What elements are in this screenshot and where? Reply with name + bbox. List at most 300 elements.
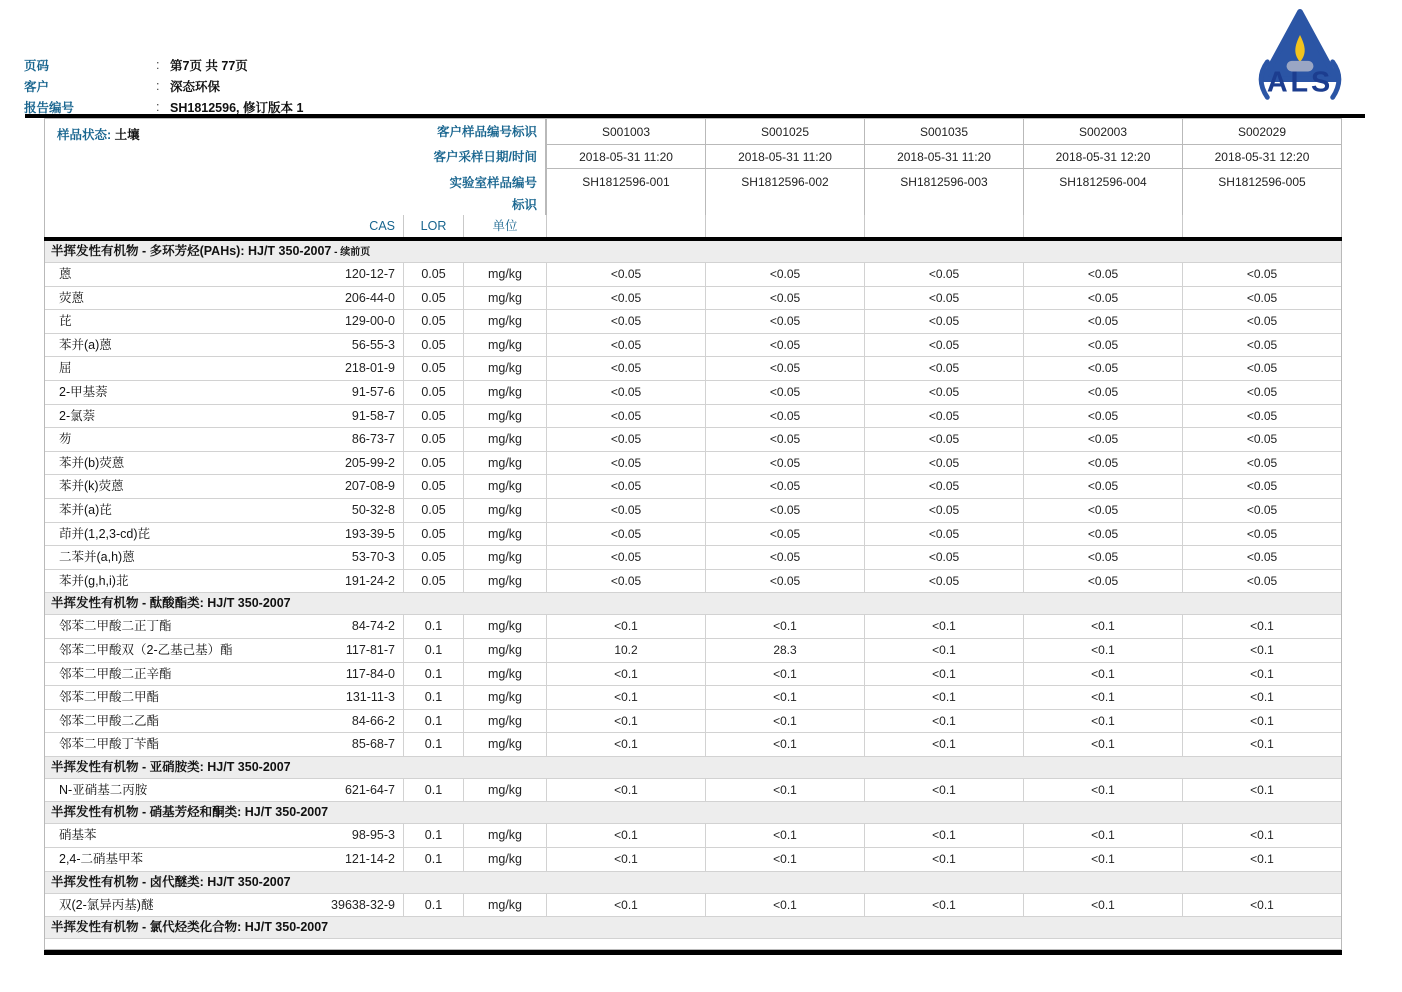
- result-value: <0.1: [864, 733, 1023, 757]
- header-left-panel: [45, 119, 546, 215]
- cas-number: 84-66-2: [351, 713, 395, 728]
- unit-value: mg/kg: [463, 615, 546, 639]
- compound-name: 苯并(g,h,i)苝: [59, 573, 129, 588]
- result-value: <0.05: [546, 334, 705, 358]
- result-value: 28.3: [705, 639, 864, 663]
- compound-name: 双(2-氯异丙基)醚: [59, 897, 154, 912]
- result-value: <0.05: [1182, 357, 1341, 381]
- compound-name: 硝基苯: [59, 828, 97, 843]
- client-label: 客户: [24, 79, 50, 94]
- compound-cell: [45, 405, 403, 429]
- report-meta: [24, 54, 303, 117]
- section-header: [45, 241, 1341, 263]
- sample-id: S001035: [865, 119, 1023, 145]
- cas-number: 117-84-0: [345, 666, 395, 681]
- result-value: <0.05: [705, 475, 864, 499]
- result-value: <0.1: [546, 848, 705, 872]
- result-row: [45, 824, 1341, 848]
- result-value: <0.1: [1023, 824, 1182, 848]
- compound-name: 蒽: [59, 267, 72, 281]
- compound-cell: [45, 779, 403, 803]
- compound-cell: [45, 663, 403, 687]
- result-value: <0.1: [1023, 639, 1182, 663]
- compound-cell: [45, 381, 403, 405]
- result-value: <0.1: [864, 824, 1023, 848]
- result-row: [45, 546, 1341, 570]
- lor-value: 0.05: [403, 428, 463, 452]
- result-value: <0.05: [546, 381, 705, 405]
- result-value: <0.1: [864, 615, 1023, 639]
- result-value: <0.1: [1023, 686, 1182, 710]
- lor-value: 0.05: [403, 381, 463, 405]
- result-value: <0.05: [705, 287, 864, 311]
- result-value: <0.1: [546, 710, 705, 734]
- result-value: <0.05: [1023, 452, 1182, 476]
- meta-row-page: [24, 54, 303, 75]
- lab-sample-id: SH1812596-005: [1218, 175, 1306, 189]
- result-value: <0.1: [705, 615, 864, 639]
- result-value: <0.05: [705, 381, 864, 405]
- compound-name: 苯并(k)荧蒽: [59, 479, 124, 494]
- lor-value: 0.05: [403, 452, 463, 476]
- unit-value: mg/kg: [463, 452, 546, 476]
- compound-cell: [45, 334, 403, 358]
- unit-value: mg/kg: [463, 428, 546, 452]
- compound-name: 苯并(a)芘: [59, 502, 112, 517]
- result-row: [45, 334, 1341, 358]
- client-value: 深态环保: [170, 79, 221, 94]
- result-value: <0.05: [705, 357, 864, 381]
- result-value: <0.05: [864, 475, 1023, 499]
- lor-value: 0.1: [403, 824, 463, 848]
- compound-cell: [45, 428, 403, 452]
- result-row: [45, 452, 1341, 476]
- result-value: <0.1: [705, 779, 864, 803]
- compound-name: 芘: [59, 314, 72, 329]
- result-value: <0.05: [705, 428, 864, 452]
- compound-cell: [45, 615, 403, 639]
- result-value: <0.05: [1182, 381, 1341, 405]
- cas-number: 50-32-8: [351, 502, 395, 517]
- lor-value: 0.05: [403, 334, 463, 358]
- result-value: <0.05: [1023, 499, 1182, 523]
- lor-value: 0.1: [403, 615, 463, 639]
- result-value: <0.1: [1023, 615, 1182, 639]
- section-title: 半挥发性有机物 - 硝基芳烃和酮类: HJ/T 350-2007: [51, 805, 329, 820]
- compound-cell: [45, 894, 403, 918]
- cas-number: 207-08-9: [344, 479, 395, 494]
- result-value: <0.05: [1182, 405, 1341, 429]
- compound-cell: [45, 263, 403, 287]
- result-value: <0.05: [864, 499, 1023, 523]
- result-value: <0.05: [1182, 475, 1341, 499]
- result-value: <0.05: [1023, 357, 1182, 381]
- result-value: <0.05: [705, 263, 864, 287]
- result-value: <0.1: [546, 733, 705, 757]
- cas-number: 91-57-6: [351, 384, 395, 399]
- unit-column-header: 单位: [463, 215, 546, 237]
- unit-value: mg/kg: [463, 663, 546, 687]
- meta-row-client: [24, 75, 303, 96]
- result-value: 10.2: [546, 639, 705, 663]
- result-value: <0.1: [864, 848, 1023, 872]
- results-body: [44, 241, 1342, 950]
- als-logo-text: ALS: [1266, 66, 1334, 99]
- result-value: <0.1: [864, 710, 1023, 734]
- lor-value: 0.1: [403, 710, 463, 734]
- result-value: <0.05: [1023, 381, 1182, 405]
- result-value: <0.1: [1182, 686, 1341, 710]
- result-value: <0.05: [864, 428, 1023, 452]
- result-value: <0.05: [546, 499, 705, 523]
- section-header: [45, 757, 1341, 779]
- section-title: 半挥发性有机物 - 氯代烃类化合物: HJ/T 350-2007: [51, 920, 329, 935]
- lor-value: 0.05: [403, 357, 463, 381]
- compound-cell: [45, 523, 403, 547]
- result-value: <0.05: [546, 546, 705, 570]
- lor-value: 0.1: [403, 733, 463, 757]
- unit-value: mg/kg: [463, 334, 546, 358]
- result-row: [45, 405, 1341, 429]
- result-value: <0.05: [864, 405, 1023, 429]
- result-value: <0.1: [1182, 710, 1341, 734]
- compound-cell: [45, 686, 403, 710]
- compound-name: 邻苯二甲酸二正丁酯: [59, 619, 172, 634]
- compound-cell: [45, 357, 403, 381]
- result-value: <0.1: [705, 663, 864, 687]
- result-value: <0.05: [1182, 263, 1341, 287]
- cas-number: 206-44-0: [344, 290, 395, 305]
- compound-cell: [45, 475, 403, 499]
- sampling-datetime: 2018-05-31 12:20: [1183, 145, 1341, 169]
- result-value: <0.1: [546, 779, 705, 803]
- sample-status-label: 样品状态:: [57, 128, 112, 142]
- sampling-datetime: 2018-05-31 11:20: [865, 145, 1023, 169]
- lab-sample-id: SH1812596-004: [1059, 175, 1147, 189]
- result-row: [45, 381, 1341, 405]
- compound-name: 荧蒽: [59, 290, 85, 305]
- unit-value: mg/kg: [463, 824, 546, 848]
- result-row: [45, 663, 1341, 687]
- result-value: <0.05: [1023, 263, 1182, 287]
- compound-cell: [45, 546, 403, 570]
- sample-column: [864, 119, 1023, 215]
- result-value: <0.1: [1023, 779, 1182, 803]
- compound-cell: [45, 570, 403, 594]
- unit-value: mg/kg: [463, 263, 546, 287]
- result-row: [45, 475, 1341, 499]
- result-row: [45, 615, 1341, 639]
- result-value: <0.05: [705, 310, 864, 334]
- cas-number: 117-81-7: [345, 642, 395, 657]
- compound-name: 邻苯二甲酸丁苄酯: [59, 737, 160, 752]
- result-value: <0.1: [546, 615, 705, 639]
- section-title: 半挥发性有机物 - 卤代醚类: HJ/T 350-2007: [51, 874, 291, 889]
- result-value: <0.1: [705, 894, 864, 918]
- result-value: <0.05: [1023, 428, 1182, 452]
- compound-cell: [45, 848, 403, 872]
- unit-value: mg/kg: [463, 357, 546, 381]
- cas-number: 205-99-2: [344, 455, 395, 470]
- colon: :: [156, 99, 160, 114]
- result-value: <0.05: [864, 381, 1023, 405]
- sample-column: [546, 119, 705, 215]
- result-row: [45, 310, 1341, 334]
- result-row: [45, 287, 1341, 311]
- lab-sample-id: SH1812596-003: [900, 175, 988, 189]
- result-value: <0.05: [705, 499, 864, 523]
- result-row: [45, 357, 1341, 381]
- cas-number: 621-64-7: [344, 782, 395, 797]
- compound-name: 2,4-二硝基甲苯: [59, 852, 144, 867]
- result-value: <0.05: [1023, 475, 1182, 499]
- result-value: <0.1: [705, 733, 864, 757]
- cas-number: 191-24-2: [344, 573, 395, 588]
- unit-value: mg/kg: [463, 523, 546, 547]
- colon: :: [156, 78, 160, 93]
- result-value: <0.1: [705, 824, 864, 848]
- unit-value: mg/kg: [463, 405, 546, 429]
- lor-value: 0.05: [403, 405, 463, 429]
- result-value: <0.05: [1182, 523, 1341, 547]
- result-value: <0.1: [1182, 848, 1341, 872]
- unit-value: mg/kg: [463, 475, 546, 499]
- result-row: [45, 263, 1341, 287]
- result-value: <0.1: [1182, 824, 1341, 848]
- report-number-value: SH1812596, 修订版本 1: [170, 100, 304, 115]
- compound-name: 芴: [59, 432, 72, 447]
- result-value: <0.05: [864, 310, 1023, 334]
- lor-value: 0.1: [403, 848, 463, 872]
- compound-name: 邻苯二甲酸双（2-乙基己基）酯: [59, 642, 233, 657]
- result-value: <0.05: [1182, 570, 1341, 594]
- result-value: <0.05: [705, 452, 864, 476]
- result-row: [45, 733, 1341, 757]
- result-value: <0.05: [1182, 334, 1341, 358]
- lor-value: 0.05: [403, 310, 463, 334]
- result-value: <0.05: [546, 428, 705, 452]
- unit-value: mg/kg: [463, 381, 546, 405]
- mark-label: 标识: [511, 198, 537, 212]
- section-header: [45, 872, 1341, 894]
- compound-cell: [45, 310, 403, 334]
- compound-cell: [45, 733, 403, 757]
- unit-value: mg/kg: [463, 848, 546, 872]
- compound-name: 2-甲基萘: [59, 384, 108, 399]
- result-row: [45, 523, 1341, 547]
- unit-value: mg/kg: [463, 287, 546, 311]
- result-value: <0.1: [1023, 848, 1182, 872]
- section-title: 半挥发性有机物 - 多环芳烃(PAHs): HJ/T 350-2007: [51, 244, 332, 258]
- result-value: <0.1: [546, 686, 705, 710]
- result-value: <0.1: [1023, 710, 1182, 734]
- lab-sample-id-label: 实验室样品编号: [449, 176, 537, 190]
- cas-number: 98-95-3: [351, 828, 395, 843]
- lor-value: 0.05: [403, 287, 463, 311]
- compound-cell: [45, 499, 403, 523]
- result-value: <0.05: [1023, 310, 1182, 334]
- result-value: <0.05: [546, 357, 705, 381]
- result-value: <0.1: [864, 894, 1023, 918]
- result-value: <0.1: [864, 686, 1023, 710]
- results-table: [44, 118, 1342, 955]
- result-row: [45, 499, 1341, 523]
- result-value: <0.05: [1182, 546, 1341, 570]
- result-value: <0.05: [546, 475, 705, 499]
- bottom-divider: [44, 950, 1342, 955]
- result-value: <0.1: [1182, 639, 1341, 663]
- result-value: <0.05: [1182, 499, 1341, 523]
- result-value: <0.1: [1182, 615, 1341, 639]
- cas-number: 84-74-2: [351, 619, 395, 634]
- client-sampling-datetime-label: 客户采样日期/时间: [433, 150, 537, 164]
- result-row: [45, 848, 1341, 872]
- unit-value: mg/kg: [463, 570, 546, 594]
- lor-value: 0.05: [403, 570, 463, 594]
- cas-number: 120-12-7: [344, 267, 395, 281]
- compound-cell: [45, 710, 403, 734]
- sample-column: [705, 119, 864, 215]
- result-value: <0.05: [546, 310, 705, 334]
- lor-column-header: LOR: [403, 215, 463, 237]
- lor-value: 0.1: [403, 639, 463, 663]
- result-row: [45, 779, 1341, 803]
- result-value: <0.05: [864, 357, 1023, 381]
- cas-column-header: CAS: [369, 219, 395, 233]
- compound-name: 邻苯二甲酸二正辛酯: [59, 666, 172, 681]
- page-label: 页码: [24, 58, 50, 73]
- result-value: <0.1: [1182, 663, 1341, 687]
- sample-column: [1182, 119, 1341, 215]
- sample-id: S002029: [1183, 119, 1341, 145]
- compound-name: 2-氯萘: [59, 408, 96, 423]
- result-value: <0.05: [1182, 452, 1341, 476]
- unit-value: mg/kg: [463, 546, 546, 570]
- section-header: [45, 802, 1341, 824]
- sample-id: S001003: [547, 119, 705, 145]
- result-value: <0.1: [1023, 733, 1182, 757]
- cas-number: 56-55-3: [351, 337, 395, 352]
- result-value: <0.1: [546, 663, 705, 687]
- sample-id: S002003: [1024, 119, 1182, 145]
- result-row: [45, 570, 1341, 594]
- result-value: <0.1: [705, 710, 864, 734]
- result-value: <0.1: [1023, 894, 1182, 918]
- result-value: <0.05: [864, 287, 1023, 311]
- compound-cell: [45, 639, 403, 663]
- lor-value: 0.1: [403, 894, 463, 918]
- lor-value: 0.05: [403, 263, 463, 287]
- result-value: <0.05: [1023, 523, 1182, 547]
- section-header: [45, 917, 1341, 939]
- header-row-labels: [434, 119, 537, 216]
- section-header: [45, 593, 1341, 615]
- sample-status-value: 土壤: [114, 128, 140, 142]
- client-sample-id-label: 客户样品编号标识: [436, 125, 537, 139]
- compound-name: 苯并(a)蒽: [59, 337, 112, 352]
- lor-value: 0.1: [403, 663, 463, 687]
- result-row: [45, 710, 1341, 734]
- result-value: <0.1: [1182, 733, 1341, 757]
- result-value: <0.1: [1182, 894, 1341, 918]
- result-value: <0.05: [705, 334, 864, 358]
- result-row: [45, 639, 1341, 663]
- cas-number: 121-14-2: [344, 852, 395, 867]
- unit-value: mg/kg: [463, 499, 546, 523]
- cas-number: 129-00-0: [344, 314, 395, 329]
- result-value: <0.05: [864, 452, 1023, 476]
- result-value: <0.05: [864, 570, 1023, 594]
- result-value: <0.1: [705, 686, 864, 710]
- result-value: <0.05: [546, 263, 705, 287]
- section-title: 半挥发性有机物 - 亚硝胺类: HJ/T 350-2007: [51, 759, 291, 774]
- section-title-suffix: - 续前页: [331, 247, 371, 258]
- lab-sample-id: SH1812596-002: [741, 175, 829, 189]
- unit-value: mg/kg: [463, 894, 546, 918]
- cas-number: 131-11-3: [345, 690, 395, 705]
- compound-name: 邻苯二甲酸二甲酯: [59, 690, 160, 705]
- unit-value: mg/kg: [463, 710, 546, 734]
- compound-name: 邻苯二甲酸二乙酯: [59, 713, 160, 728]
- result-value: <0.05: [546, 405, 705, 429]
- sampling-datetime: 2018-05-31 11:20: [547, 145, 705, 169]
- column-header-row: [44, 215, 1342, 237]
- cas-number: 218-01-9: [344, 361, 395, 376]
- result-value: <0.05: [1023, 287, 1182, 311]
- result-value: <0.05: [1182, 310, 1341, 334]
- report-number-label: 报告编号: [24, 100, 75, 115]
- als-logo-icon: [1252, 6, 1348, 110]
- result-value: <0.05: [1023, 334, 1182, 358]
- lor-value: 0.05: [403, 523, 463, 547]
- result-value: <0.05: [705, 523, 864, 547]
- compound-name: 茚并(1,2,3-cd)芘: [59, 526, 150, 541]
- unit-value: mg/kg: [463, 779, 546, 803]
- result-value: <0.1: [546, 894, 705, 918]
- result-value: <0.05: [546, 523, 705, 547]
- unit-value: mg/kg: [463, 733, 546, 757]
- sampling-datetime: 2018-05-31 11:20: [706, 145, 864, 169]
- result-value: <0.1: [705, 848, 864, 872]
- sample-status: [57, 125, 140, 143]
- sample-column: [1023, 119, 1182, 215]
- result-value: <0.05: [705, 570, 864, 594]
- result-value: <0.05: [1182, 287, 1341, 311]
- result-value: <0.1: [546, 824, 705, 848]
- result-value: <0.05: [864, 523, 1023, 547]
- sample-id: S001025: [706, 119, 864, 145]
- lor-value: 0.1: [403, 779, 463, 803]
- lor-value: 0.05: [403, 546, 463, 570]
- result-value: <0.05: [546, 570, 705, 594]
- compound-cell: [45, 452, 403, 476]
- compound-name: N-亚硝基二丙胺: [59, 782, 148, 797]
- compound-name: 二苯并(a,h)蒽: [59, 550, 135, 565]
- result-value: <0.05: [1023, 570, 1182, 594]
- result-value: <0.05: [546, 287, 705, 311]
- result-value: <0.05: [1023, 546, 1182, 570]
- compound-name: 屈: [59, 361, 72, 376]
- cas-number: 85-68-7: [351, 737, 395, 752]
- unit-value: mg/kg: [463, 686, 546, 710]
- result-value: <0.05: [864, 263, 1023, 287]
- compound-cell: [45, 824, 403, 848]
- sampling-datetime: 2018-05-31 12:20: [1024, 145, 1182, 169]
- result-value: <0.05: [546, 452, 705, 476]
- lab-sample-id: SH1812596-001: [582, 175, 670, 189]
- result-value: <0.1: [864, 663, 1023, 687]
- cas-number: 53-70-3: [351, 550, 395, 565]
